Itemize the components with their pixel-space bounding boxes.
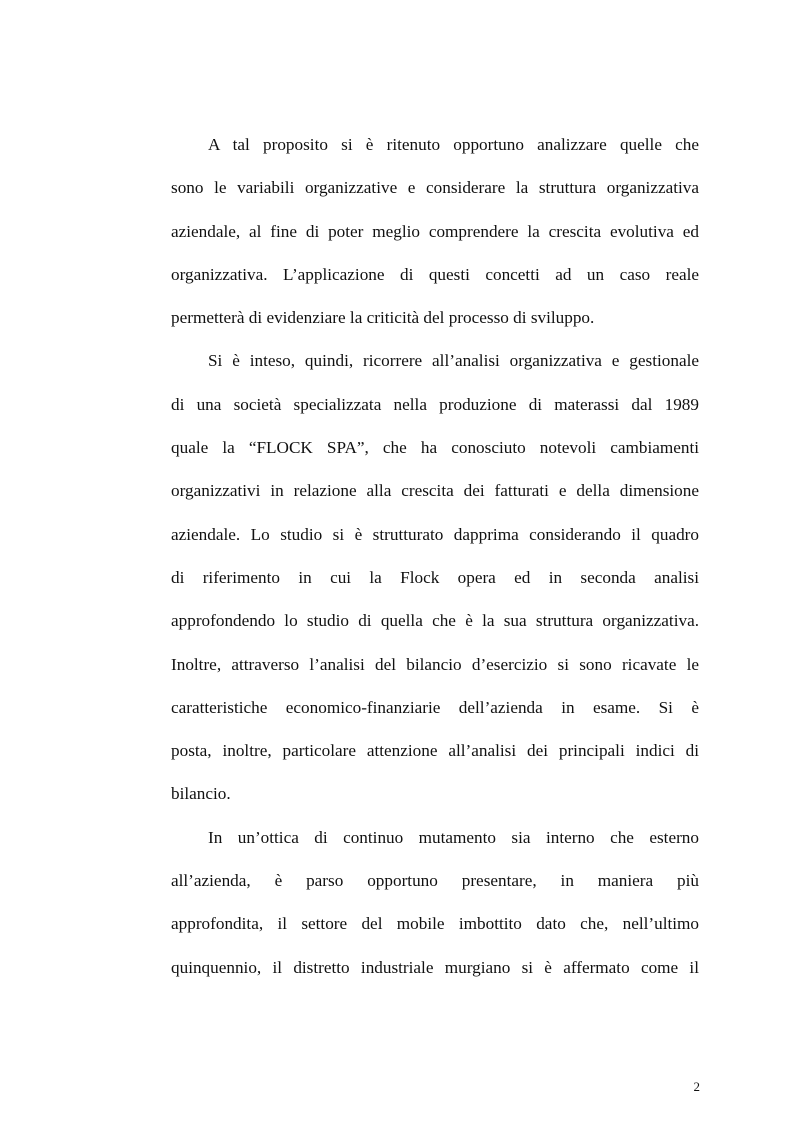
paragraph-2-line-10: posta, inoltre, particolare attenzione all’analisi dei principali indici di bbox=[171, 741, 699, 761]
paragraph-2-line-3: quale la “FLOCK SPA”, che ha conosciuto notevoli cambiamenti bbox=[171, 438, 699, 458]
body-text bbox=[171, 123, 699, 989]
paragraph-2-line-6: di riferimento in cui la Flock opera ed in seconda analisi bbox=[171, 567, 699, 587]
paragraph-1-line-5: permetterà di evidenziare la criticità del processo di sviluppo. bbox=[171, 308, 595, 328]
paragraph-1-line-2: sono le variabili organizzative e considerare la struttura organizzativa bbox=[171, 178, 699, 198]
paragraph-1-line-4: organizzativa. L’applicazione di questi concetti ad un caso reale bbox=[171, 264, 699, 284]
paragraph-2-line-2: di una società specializzata nella produzione di materassi dal 1989 bbox=[171, 394, 699, 414]
paragraph-3-line-3: approfondita, il settore del mobile imbottito dato che, nell’ultimo bbox=[171, 914, 699, 934]
paragraph-3-line-1: In un’ottica di continuo mutamento sia interno che esterno bbox=[208, 827, 699, 847]
paragraph-2-line-5: aziendale. Lo studio si è strutturato dapprima considerando il quadro bbox=[171, 524, 699, 544]
paragraph-2-line-9: caratteristiche economico-finanziarie dell’azienda in esame. Si è bbox=[171, 697, 699, 717]
paragraph-2-line-7: approfondendo lo studio di quella che è la sua struttura organizzativa. bbox=[171, 611, 699, 631]
paragraph-2-line-8: Inoltre, attraverso l’analisi del bilancio d’esercizio si sono ricavate le bbox=[171, 654, 699, 674]
paragraph-3-line-2: all’azienda, è parso opportuno presentare, in maniera più bbox=[171, 871, 699, 891]
paragraph-2-line-1: Si è inteso, quindi, ricorrere all’analisi organizzativa e gestionale bbox=[208, 351, 699, 371]
paragraph-2-line-11: bilancio. bbox=[171, 784, 231, 804]
paragraph-1-line-3: aziendale, al fine di poter meglio comprendere la crescita evolutiva ed bbox=[171, 221, 699, 241]
paragraph-1-line-1: A tal proposito si è ritenuto opportuno analizzare quelle che bbox=[208, 135, 699, 154]
paragraph-3-line-4: quinquennio, il distretto industriale murgiano si è affermato come il bbox=[171, 957, 699, 977]
page-number: 2 bbox=[693, 1079, 700, 1094]
paragraph-2-line-4: organizzativi in relazione alla crescita dei fatturati e della dimensione bbox=[171, 481, 699, 501]
